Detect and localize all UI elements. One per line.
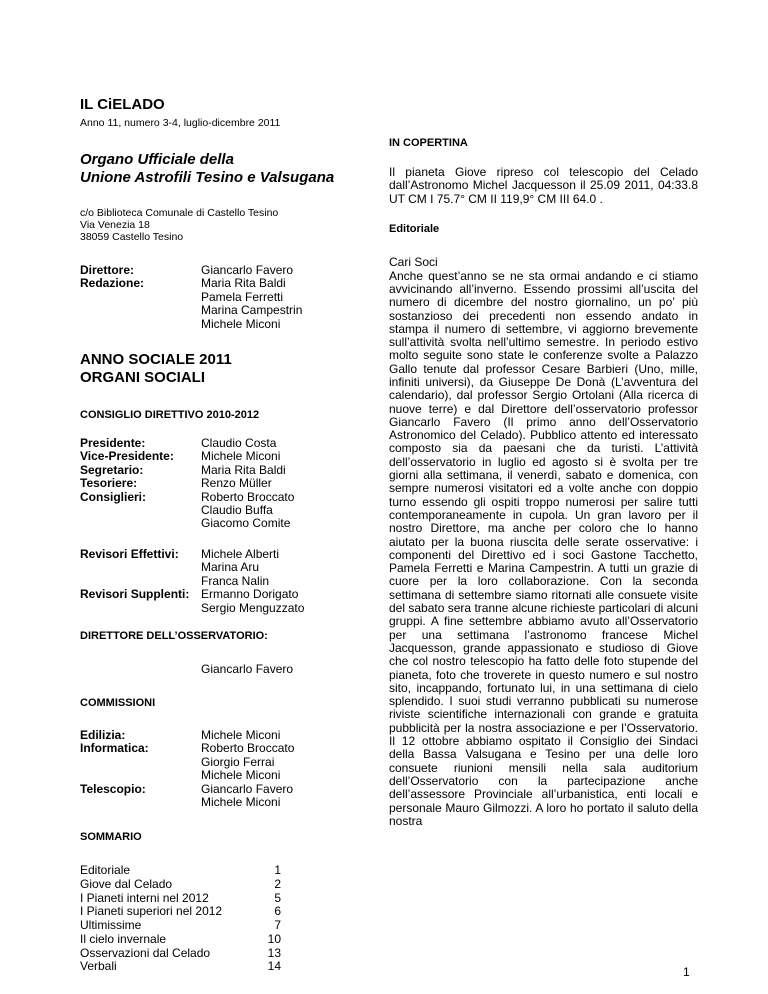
toc-entry[interactable] [80, 933, 281, 947]
informatica-name: Giorgio Ferrai [201, 754, 275, 769]
consigliere-name: Roberto Broccato [201, 489, 295, 504]
toc-title: I Pianeti superiori nel 2012 [80, 904, 223, 919]
address-line: 38059 Castello Tesino [80, 231, 184, 243]
direttore-osservatorio-heading: DIRETTORE DELL’OSSERVATORIO: [80, 629, 268, 642]
toc-page: 1 [274, 863, 281, 878]
toc-entry[interactable] [80, 947, 281, 961]
copertina-text: Il pianeta Giove ripreso col telescopio del Celado dall’Astronomo Michel Jacquesson il 25.09 2011, 04:33.8 UT CM I 75.7° CM II 119,9° CM III 64.0 . [389, 165, 698, 206]
toc-title: Giove dal Celado [80, 877, 173, 892]
toc-entry[interactable] [80, 892, 281, 906]
tesoriere-label: Tesoriere: [80, 476, 138, 491]
anno-sociale-line-1: ANNO SOCIALE 2011 [80, 351, 232, 369]
toc-title: I Pianeti interni nel 2012 [80, 890, 209, 905]
sommario-heading: SOMMARIO [80, 831, 142, 844]
toc-page: 6 [274, 904, 281, 919]
editoriale-text: Anche quest’anno se ne sta ormai andando e ci stiamo avvicinando all’inverno. Essendo prossimi all’uscita del numero di dicembre del nostro giornalino, un po’ più sostanzioso dei precedenti non essendo andato in stampa il numero di settembre, vi aggiorno brevemente sull’attività svolta nell’ultimo semestre. In periodo estivo molto seguite sono state le conferenze svolte a Palazzo Gallo tenute dal professor Cesare Barbieri (Uno, mille, infiniti universi), da Giuseppe De Donà (L’avventura del calendario), dal professor Sergio Ortolani (Alla ricerca di nuove terre) e dal Direttore dell’osservatorio professor Giancarlo Favero (Il primo anno dell’Osservatorio Astronomico del Celado). Pubblico attento ed interessato composto sia da paesani che da turisti. L’attività dell’osservatorio in luglio ed agosto si è svolta per tre giorni alla settimana, il venerdì, sabato e domenica, con sempre numerosi visitatori ed a volte anche con doppio turno essendo gli ospiti troppo numerosi per salire tutti contemporaneamente in cupola. Un gran lavoro per il nostro Direttore, ma anche per coloro che lo hanno aiutato per la buona riuscita delle serate osservative: i componenti del Direttivo ed i soci Gastone Tacchetto, Pamela Ferretti e Marina Campestrin. A tutti un grazie di cuore per la loro collaborazione. Con la seconda settimana di settembre siamo ritornati alle consuete visite del sabato sera tranne alcune richieste particolari di alcuni gruppi. A fine settembre abbiamo avuto all’Osservatorio per una settimana l’astronomo francese Michel Jacquesson, grande appassionato e studioso di Giove che col nostro telescopio ha fatto delle foto stupende del pianeta, foto che troverete in questo numero e sul nostro sito, incappando, fortunato lui, in una settimana di cielo splendido. I suoi studi verranno pubblicati su numerose riviste scientifiche internazionali con grande e gratuita pubblicità per la nostra associazione e per l’Osservatorio. Il 12 ottobre abbiamo ospitato il Consiglio dei Sindaci della Bassa Valsugana e Tesino per una delle loro consuete riunioni mensili nella sala auditorium dell’Osservatorio con la partecipazione anche dell’assessore Provinciale all’urbanistica, enti locali e personale Mauro Gilmozzi. A loro ho portato il saluto della nostra [389, 268, 698, 828]
redazione-name: Maria Rita Baldi [201, 276, 286, 291]
page-number: 1 [683, 965, 690, 979]
anno-sociale-heading [80, 351, 370, 387]
editoriale-greeting: Cari Soci [389, 255, 438, 270]
revisore-effettivo-name: Marina Aru [201, 560, 260, 575]
revisori-supplenti-label: Revisori Supplenti: [80, 587, 190, 602]
consiglio-heading: CONSIGLIO DIRETTIVO 2010-2012 [80, 409, 260, 422]
toc-page: 10 [267, 931, 281, 946]
toc-page: 14 [267, 959, 281, 974]
toc-entry[interactable] [80, 919, 281, 933]
toc-entry[interactable] [80, 864, 281, 878]
revisore-effettivo-name: Michele Alberti [201, 546, 280, 561]
revisori-block [80, 548, 370, 615]
copertina-heading: IN COPERTINA [389, 137, 468, 149]
magazine-title: IL CiELADO [80, 96, 165, 113]
revisore-supplente-name: Sergio Menguzzato [201, 600, 305, 615]
redazione-name: Marina Campestrin [201, 303, 303, 318]
segretario-name: Maria Rita Baldi [201, 462, 286, 477]
consigliere-name: Claudio Buffa [201, 503, 273, 518]
consiglieri-label: Consiglieri: [80, 489, 147, 504]
redazione-label: Redazione: [80, 276, 145, 291]
organ-line-1: Organo Ufficiale della [80, 151, 234, 168]
direttore-label: Direttore: [80, 263, 135, 277]
edilizia-label: Edilizia: [80, 727, 126, 742]
table-of-contents [80, 864, 281, 974]
right-column [389, 136, 698, 828]
edilizia-name: Michele Miconi [201, 727, 281, 742]
organ-line-2: Unione Astrofili Tesino e Valsugana [80, 169, 335, 186]
revisori-effettivi-label: Revisori Effettivi: [80, 546, 179, 561]
toc-title: Verbali [80, 959, 117, 974]
presidente-name: Claudio Costa [201, 436, 277, 451]
direttore-name: Giancarlo Favero [201, 263, 294, 277]
informatica-name: Michele Miconi [201, 768, 281, 783]
redazione-name: Pamela Ferretti [201, 289, 284, 304]
staff-block [80, 264, 370, 331]
anno-sociale-line-2: ORGANI SOCIALI [80, 369, 206, 387]
toc-title: Ultimissime [80, 918, 142, 933]
redazione-name: Michele Miconi [201, 316, 281, 331]
left-column [80, 96, 370, 974]
consiglio-block [80, 437, 370, 531]
vice-presidente-name: Michele Miconi [201, 449, 281, 464]
toc-entry[interactable] [80, 878, 281, 892]
toc-page: 13 [267, 945, 281, 960]
toc-entry[interactable] [80, 960, 281, 974]
toc-page: 5 [274, 890, 281, 905]
toc-title: Osservazioni dal Celado [80, 945, 211, 960]
telescopio-name: Michele Miconi [201, 794, 281, 809]
commissioni-block [80, 729, 370, 809]
address-line: c/o Biblioteca Comunale di Castello Tesino [80, 207, 279, 219]
revisore-effettivo-name: Franca Nalin [201, 573, 270, 588]
telescopio-name: Giancarlo Favero [201, 781, 294, 796]
address-block [80, 207, 370, 243]
commissioni-heading: COMMISSIONI [80, 696, 156, 709]
presidente-label: Presidente: [80, 436, 146, 451]
consigliere-name: Giacomo Comite [201, 516, 291, 531]
toc-entry[interactable] [80, 905, 281, 919]
issue-line: Anno 11, numero 3-4, luglio-dicembre 2011 [80, 117, 281, 129]
toc-page: 2 [274, 877, 281, 892]
toc-page: 7 [274, 918, 281, 933]
tesoriere-name: Renzo Müller [201, 476, 272, 491]
direttore-osservatorio-name: Giancarlo Favero [201, 661, 294, 676]
editoriale-heading: Editoriale [389, 223, 440, 236]
segretario-label: Segretario: [80, 462, 144, 477]
revisore-supplente-name: Ermanno Dorigato [201, 587, 299, 602]
telescopio-label: Telescopio: [80, 781, 146, 796]
organ-title [80, 151, 370, 187]
address-line: Via Venezia 18 [80, 219, 150, 231]
informatica-name: Roberto Broccato [201, 741, 295, 756]
informatica-label: Informatica: [80, 741, 149, 756]
vice-presidente-label: Vice-Presidente: [80, 449, 174, 464]
toc-title: Editoriale [80, 863, 131, 878]
toc-title: Il cielo invernale [80, 931, 167, 946]
